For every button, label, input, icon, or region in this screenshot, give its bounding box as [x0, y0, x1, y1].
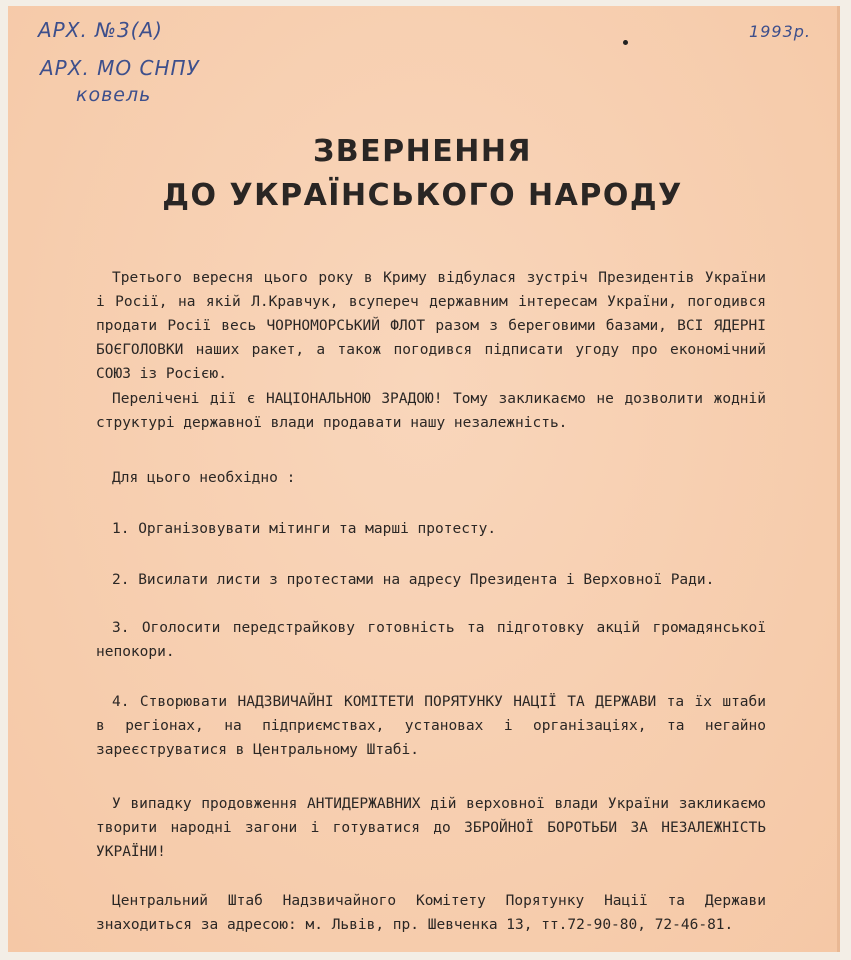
paragraph-treason: Перелічені дії є НАЦІОНАЛЬНОЮ ЗРАДОЮ! Тому закликаємо не дозволити жодній структурі державної влади продавати нашу незалежність.: [96, 391, 766, 431]
paragraph-necessary: Для цього необхідно :: [112, 470, 296, 486]
list-item: 4. Створювати НАДЗВИЧАЙНІ КОМІТЕТИ ПОРЯТУНКУ НАЦІЇ ТА ДЕРЖАВИ та їх штаби в регіонах, на підприємствах, установах і організаціях, та негайно зареєструватися в Центральному Штабі.: [96, 694, 766, 758]
paragraph-address: Центральний Штаб Надзвичайного Комітету Порятунку Нації та Держави знаходиться за адресою: м. Львів, пр. Шевченка 13, тт.72-90-80, 72-46-81.: [96, 893, 766, 933]
archive-note-3: ковель: [76, 84, 152, 106]
list-item: 3. Оголосити передстрайкову готовність та підготовку акцій громадянської непокори.: [96, 620, 766, 660]
ink-dot: [623, 40, 628, 45]
archive-note-1: АРХ. №3(А): [38, 18, 163, 42]
document-page: [8, 6, 840, 952]
title-line-2: ДО УКРАЇНСЬКОГО НАРОДУ: [162, 178, 683, 213]
paragraph-meeting: Третього вересня цього року в Криму відбулася зустріч Президентів України і Росії, на якій Л.Кравчук, всупереч державним інтересам України, погодився продати Росії весь ЧОРНОМОРСЬКИЙ ФЛОТ разом з береговими базами, ВСІ ЯДЕРНІ БОЄГОЛОВКИ наших ракет, а також погодився підписати угоду про економічний СОЮЗ із Росією.: [96, 270, 766, 382]
list-item: 1. Організовувати мітинги та марші протесту.: [112, 521, 497, 537]
handwritten-year: 1993р.: [749, 22, 811, 41]
paragraph-call-to-arms: У випадку продовження АНТИДЕРЖАВНИХ дій верховної влади України закликаємо творити народні загони і готуватися до ЗБРОЙНОЇ БОРОТЬБИ ЗА НЕЗАЛЕЖНІСТЬ УКРАЇНИ!: [96, 796, 766, 860]
archive-note-2: АРХ. МО СНПУ: [40, 56, 200, 80]
title-line-1: ЗВЕРНЕННЯ: [312, 134, 533, 169]
list-item: 2. Висилати листи з протестами на адресу Президента і Верховної Ради.: [112, 572, 715, 588]
